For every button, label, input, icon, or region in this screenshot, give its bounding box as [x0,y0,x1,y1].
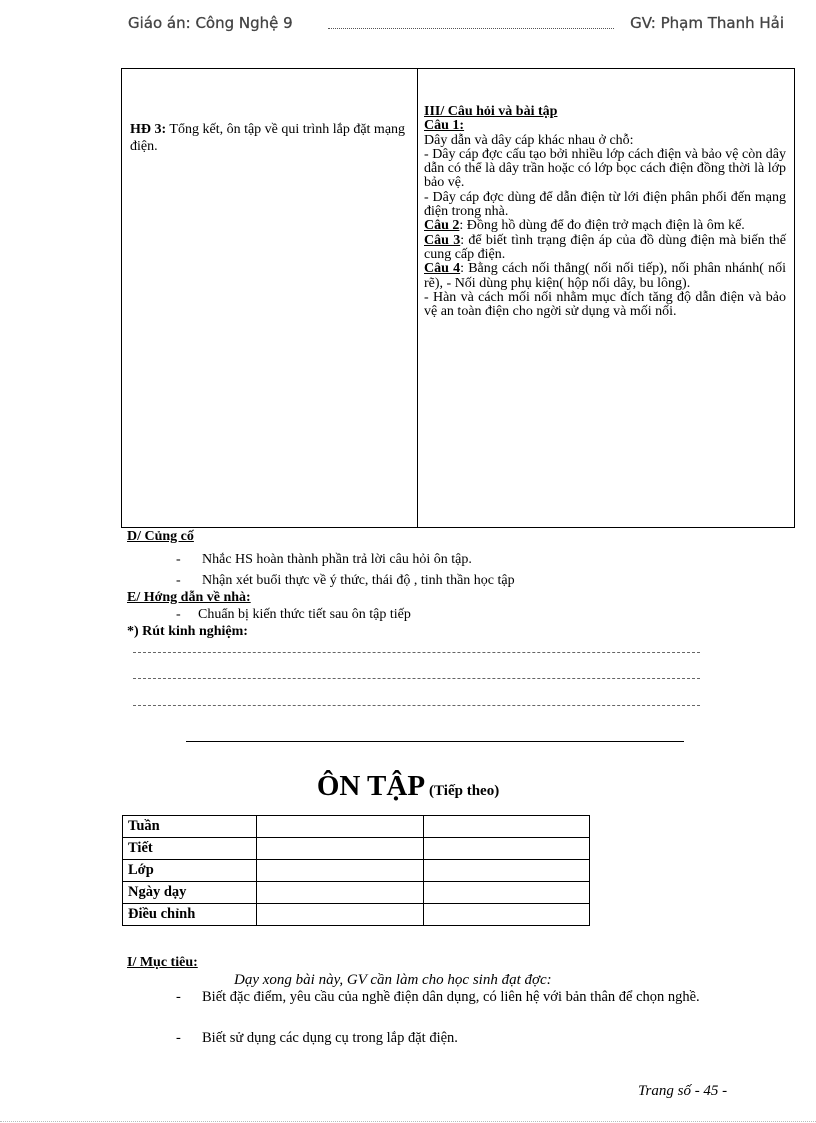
lesson-title-main: ÔN TẬP [316,770,426,802]
schedule-table [122,815,590,926]
q1-line: - Dây cáp đợc dùng để dẫn điện từ lới điện phân phối đến mạng điện trong nhà. [424,189,786,220]
schedule-label: Lớp [123,860,257,882]
q2-answer [424,219,786,233]
schedule-cell [423,882,590,904]
schedule-row [123,882,590,904]
questions-heading: III/ Câu hỏi và bài tập [424,104,558,119]
schedule-cell [423,816,590,838]
page-header [128,14,784,34]
schedule-cell [423,860,590,882]
header-teacher: GV: Phạm Thanh Hải [630,14,784,32]
q1-line: - Dây cáp đợc cấu tạo bởi nhiều lớp cách điện và bảo vệ còn dây dẫn có thể là dây trần hoặc có lớp bọc cách điện đồng thời là lớp bảo vệ. [424,146,786,191]
schedule-row [123,860,590,882]
q2-text: : Đồng hồ dùng để đo điện trở mạch điện là ôm kế. [459,218,745,234]
schedule-cell [257,904,424,926]
questions-cell [418,69,795,528]
activity-label: HĐ 3: [130,122,167,137]
schedule-cell [257,838,424,860]
experience-line [133,678,700,679]
schedule-label: Điều chỉnh [123,904,257,926]
experience-heading: *) Rút kinh nghiệm: [127,624,248,639]
q2-label: Câu 2 [424,218,460,234]
objective-item: - Biết đặc điểm, yêu cầu của nghề điện dân dụng, có liên hệ với bản thân để chọn nghề. [176,989,700,1005]
q4-extra: - Hàn và cách mối nối nhằm mục đích tăng độ dẫn điện và bảo vệ an toàn điện cho ngời sử dụng và mối nối. [424,289,786,320]
schedule-row [123,838,590,860]
q4-label: Câu 4 [424,261,461,277]
q3-answer [424,234,786,263]
objectives-intro: Dạy xong bài này, GV cần làm cho học sinh đạt đợc: [234,972,552,988]
lesson-title-sub: (Tiếp theo) [429,783,500,799]
schedule-row [123,904,590,926]
consolidate-heading: D/ Củng cố [127,529,194,544]
activity-text: Tổng kết, ôn tập về qui trình lắp đặt mạng điện. [130,122,406,154]
objectives-heading: I/ Mục tiêu: [127,955,198,970]
schedule-cell [257,816,424,838]
experience-line [133,652,700,653]
footer-dotted-line [0,1121,816,1122]
q1-label: Câu 1: [424,118,465,134]
q3-text: : để biết tình trạng điện áp của đồ dùng điện mà biến thế cung cấp điện. [424,232,786,262]
schedule-cell [423,904,590,926]
activity-cell [122,69,418,528]
schedule-cell [257,860,424,882]
lesson-title [0,770,816,803]
schedule-cell [423,838,590,860]
activity-table [121,68,795,528]
q1-line: Dây dẫn và dây cáp khác nhau ở chỗ: [424,132,634,148]
schedule-label: Tuần [123,816,257,838]
q3-label: Câu 3 [424,232,461,248]
q4-answer [424,262,786,291]
experience-line [133,705,700,706]
schedule-cell [257,882,424,904]
header-subject: Giáo án: Công Nghệ 9 [128,14,293,32]
q4-text: : Bằng cách nối thẳng( nối nối tiếp), nối phân nhánh( nối rẽ), - Nối dùng phụ kiện( hộp nối dây, bu lông). [424,261,786,291]
section-separator [186,741,684,742]
schedule-label: Ngày dạy [123,882,257,904]
schedule-row [123,816,590,838]
page-number: Trang số - 45 - [638,1083,728,1099]
header-dotted-line [328,28,614,29]
schedule-label: Tiết [123,838,257,860]
homework-heading: E/ Hớng dẫn về nhà: [127,590,251,605]
